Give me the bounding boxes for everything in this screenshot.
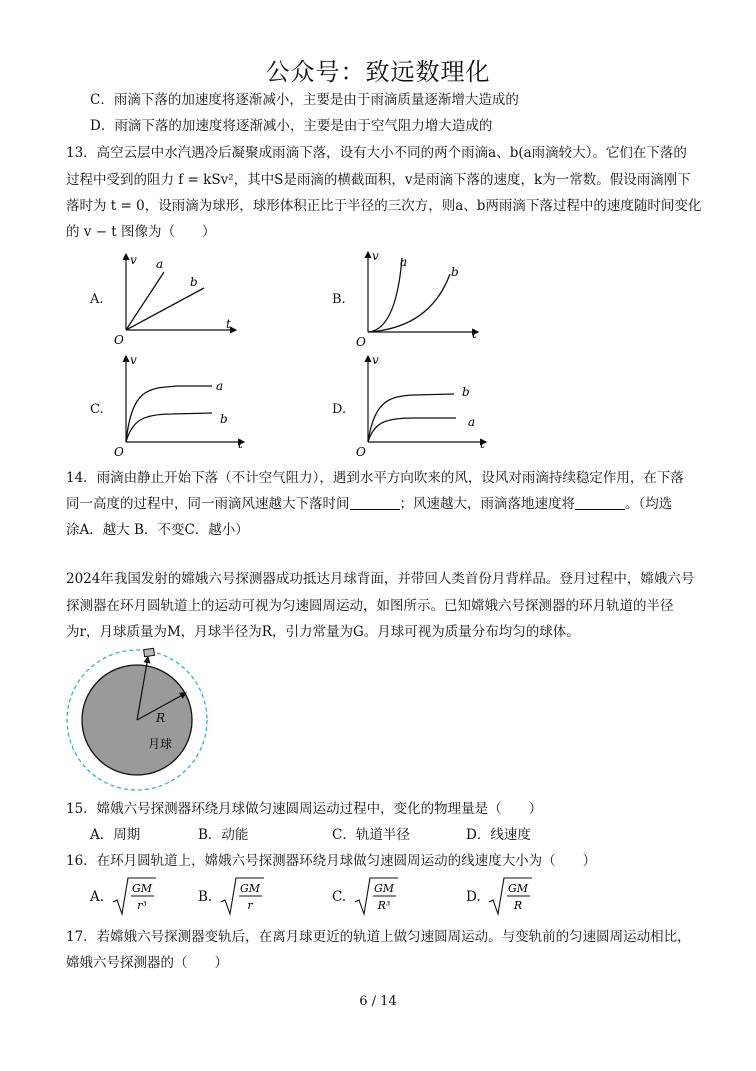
q14-line2-part3: 。（均选 <box>625 496 673 512</box>
q14-line2-part1: 同一高度的过程中，同一雨滴风速越大下落时间 <box>66 496 350 512</box>
curve-a <box>368 418 456 442</box>
origin-label: O <box>356 445 366 459</box>
curve-b-label: b <box>451 265 459 279</box>
moon-label: 月球 <box>148 737 173 751</box>
q15-stem: 15．嫦娥六号探测器环绕月球做匀速圆周运动过程中，变化的物理量是（ ） <box>66 801 543 817</box>
origin-label: O <box>114 333 124 347</box>
q13-stem-line4: 的 v − t 图像为（ ） <box>66 224 216 240</box>
numerator: GM <box>507 882 529 895</box>
origin-label: O <box>114 445 124 459</box>
page-header: 公众号：致远数理化 <box>265 58 491 86</box>
curve-a-label: a <box>468 415 476 429</box>
v-axis-label: v <box>130 253 137 267</box>
denominator: R³ <box>377 899 391 912</box>
q16-option-d-formula <box>488 876 534 918</box>
q16-option-b-formula <box>220 876 266 918</box>
q14-line3: 涂A．越大 B．不变C．越小） <box>66 522 249 538</box>
q16-option-a-letter[interactable]: A. <box>90 889 105 905</box>
q13-stem-line3: 落时为 t = 0，设雨滴为球形，球形体积正比于半径的三次方，则a、b两雨滴下落过程中的速度随时间变化 <box>66 198 702 214</box>
q13-option-d-letter: D. <box>332 402 347 417</box>
denominator: r³ <box>137 899 147 912</box>
q13-graph-d <box>350 352 490 460</box>
q14-line1: 14．雨滴由静止开始下落（不计空气阻力），遇到水平方向吹来的风，设风对雨滴持续稳定作用，在下落 <box>66 470 684 486</box>
numerator: GM <box>373 882 395 895</box>
t-axis-label: t <box>480 437 485 451</box>
origin-label: O <box>356 335 366 348</box>
curve-a <box>126 272 164 330</box>
v-axis-label: v <box>372 249 379 263</box>
radius-label: R <box>156 711 166 725</box>
numerator: GM <box>131 882 153 895</box>
curve-b <box>126 288 204 330</box>
page-number: 6 / 14 <box>359 994 397 1009</box>
probe-icon <box>144 648 155 656</box>
answer-blank-1[interactable] <box>350 495 400 510</box>
q12-option-d: D．雨滴下落的加速度将逐渐减小，主要是由于空气阻力增大造成的 <box>90 118 493 134</box>
v-axis-label: v <box>130 353 137 367</box>
passage-line1: 2024年我国发射的嫦娥六号探测器成功抵达月球背面，并带回人类首份月背样品。登月过程中，嫦娥六号 <box>66 571 695 587</box>
denominator: r <box>247 899 253 912</box>
q13-graph-a <box>108 248 248 348</box>
t-axis-label: t <box>472 327 477 341</box>
q16-option-c-letter[interactable]: C. <box>332 889 347 905</box>
q13-option-a-letter: A. <box>90 292 104 307</box>
q15-option-a[interactable]: A．周期 <box>90 827 141 843</box>
q12-option-c: C．雨滴下落的加速度将逐渐减小，主要是由于雨滴质量逐渐增大造成的 <box>90 92 519 108</box>
q17-stem-line2: 嫦娥六号探测器的（ ） <box>66 955 228 971</box>
q15-option-c[interactable]: C．轨道半径 <box>332 827 410 843</box>
q15-option-d[interactable]: D．线速度 <box>466 827 531 843</box>
numerator: GM <box>239 882 261 895</box>
q16-option-a-formula <box>112 876 158 918</box>
curve-a-label: a <box>400 255 408 269</box>
q13-option-b-letter: B. <box>332 292 346 307</box>
q13-stem-line1: 13．高空云层中水汽遇冷后凝聚成雨滴下落，设有大小不同的两个雨滴a、b(a雨滴较大）。它们在下落的 <box>66 145 687 161</box>
q16-option-d-letter[interactable]: D. <box>466 889 481 905</box>
t-axis-label: t <box>226 317 231 331</box>
passage-line3: 为r，月球质量为M，月球半径为R，引力常量为G。月球可视为质量分布均匀的球体。 <box>66 624 580 640</box>
q13-graph-b <box>350 248 490 348</box>
denominator: R <box>513 899 523 912</box>
q14-line2-part2: ；风速越大，雨滴落地速度将 <box>399 496 575 512</box>
curve-b-label: b <box>220 412 228 426</box>
q13-stem-line2: 过程中受到的阻力 f = kSv²，其中S是雨滴的横截面积，v是雨滴下落的速度，k为一常数。假设雨滴刚下 <box>66 172 691 188</box>
curve-a <box>368 258 402 332</box>
t-axis-label: t <box>238 437 243 451</box>
q16-option-b-letter[interactable]: B. <box>198 889 213 905</box>
q14-line2 <box>66 491 672 517</box>
curve-b-label: b <box>190 275 198 289</box>
q13-option-c-letter: C. <box>90 402 104 417</box>
v-axis-label: v <box>372 353 379 367</box>
curve-b <box>368 274 450 332</box>
q17-stem-line1: 17．若嫦娥六号探测器变轨后，在离月球更近的轨道上做匀速圆周运动。与变轨前的匀速圆周运动相比， <box>66 929 691 945</box>
q16-stem: 16．在环月圆轨道上，嫦娥六号探测器环绕月球做匀速圆周运动的线速度大小为（ ） <box>66 853 597 869</box>
q16-option-c-formula <box>354 876 400 918</box>
passage-line2: 探测器在环月圆轨道上的运动可视为匀速圆周运动，如图所示。已知嫦娥六号探测器的环月轨道的半径 <box>66 598 674 614</box>
moon-orbit-figure <box>60 645 215 795</box>
curve-a-label: a <box>156 257 164 271</box>
q13-graph-c <box>108 352 248 460</box>
curve-b-label: b <box>462 385 470 399</box>
answer-blank-2[interactable] <box>575 495 625 510</box>
curve-a-label: a <box>216 379 224 393</box>
curve-b <box>126 413 212 442</box>
q15-option-b[interactable]: B．动能 <box>198 827 249 843</box>
